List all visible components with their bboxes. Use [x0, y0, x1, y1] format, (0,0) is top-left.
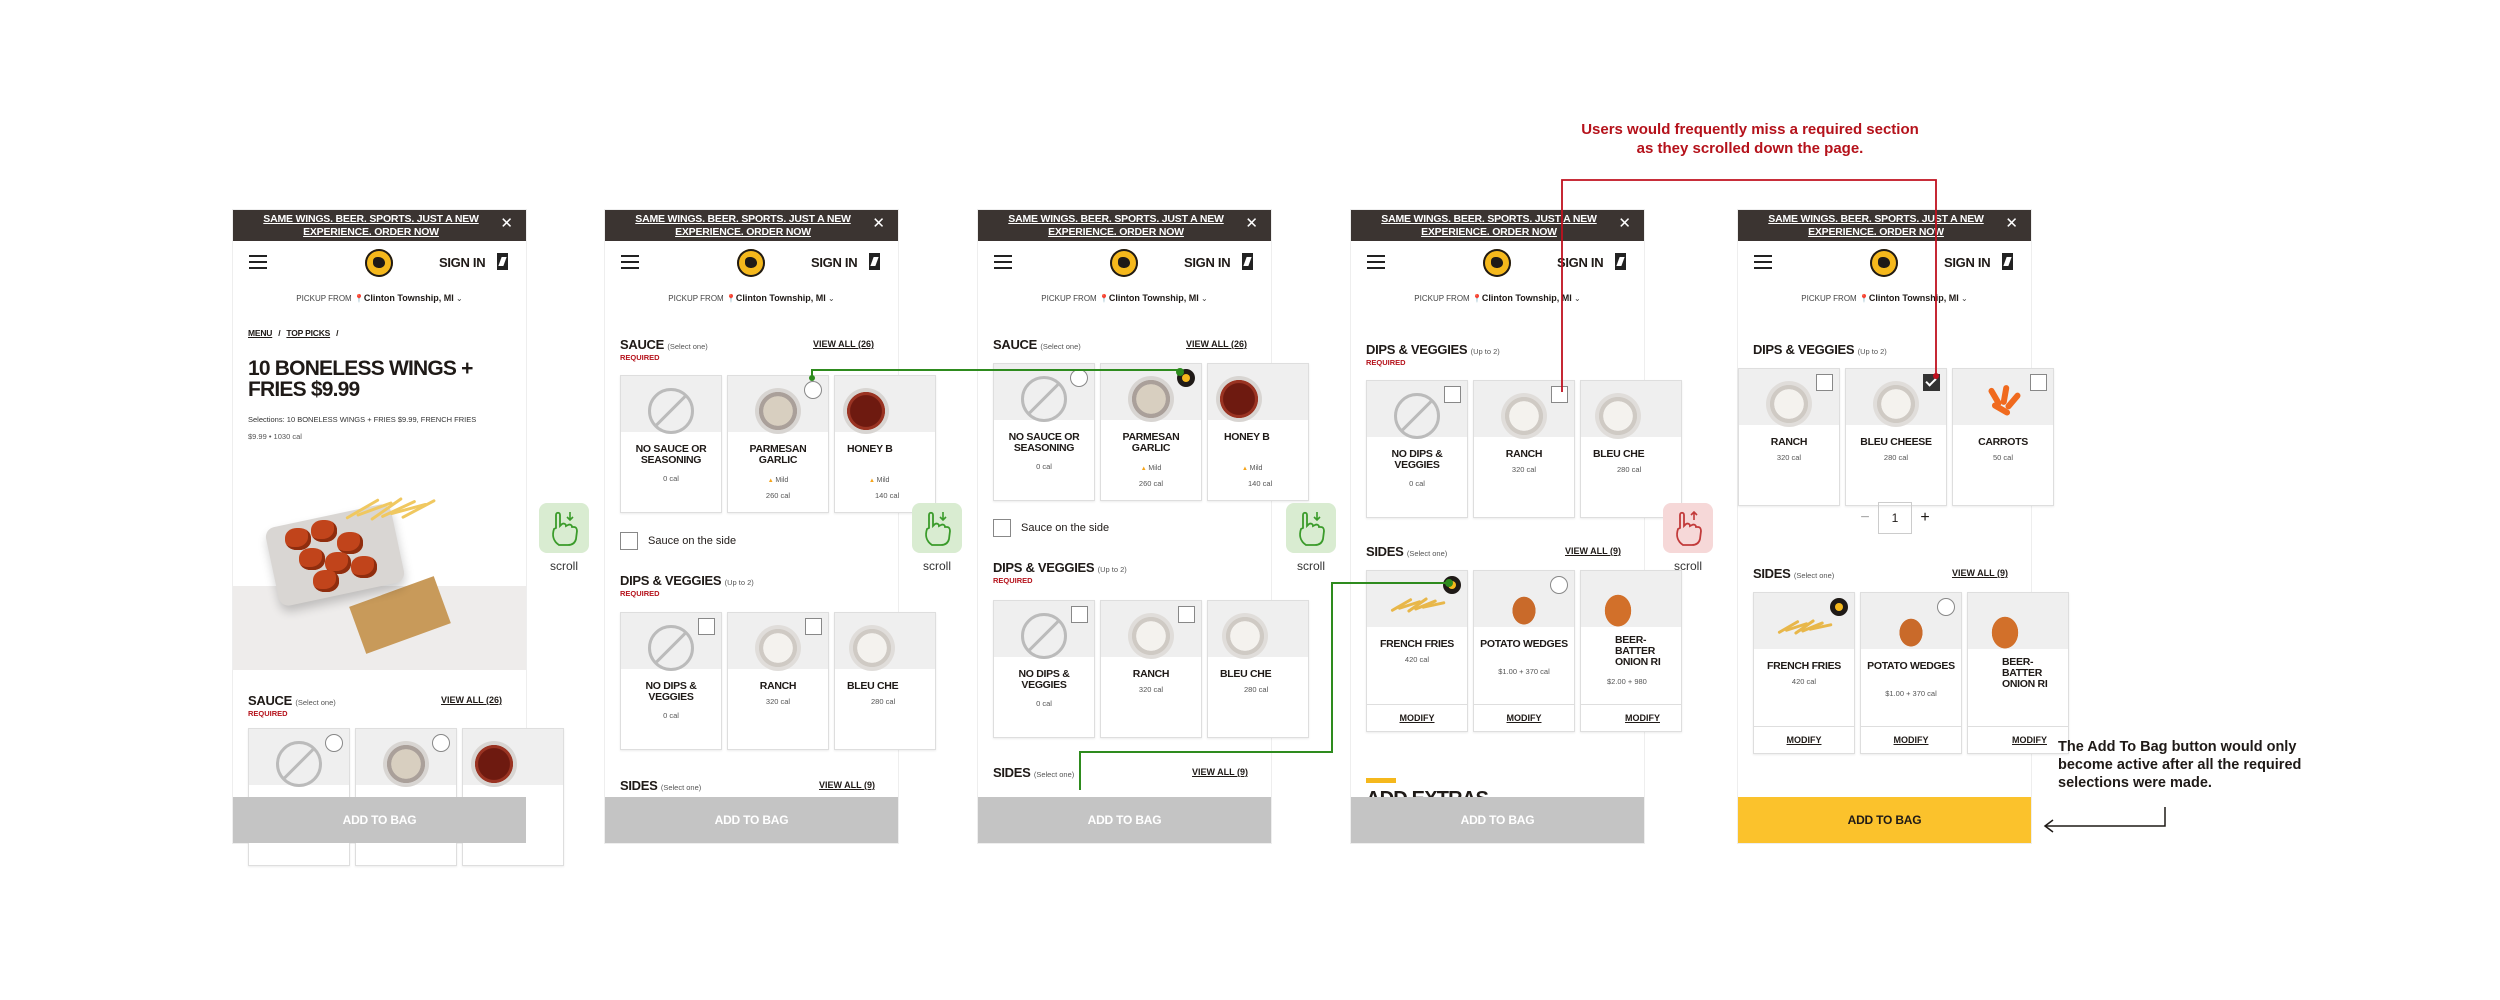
no-selection-icon	[276, 741, 322, 787]
checkbox[interactable]	[1178, 606, 1195, 623]
card-name: FRENCH FRIES	[1380, 638, 1454, 650]
location-name: Clinton Township, MI	[363, 293, 454, 303]
heat-level: ▲ Mild	[728, 477, 828, 484]
hamburger-icon[interactable]	[1367, 255, 1385, 269]
promo-text[interactable]: SAME WINGS. BEER. SPORTS. JUST A NEW EXPERIENCE. ORDER NOW	[1008, 213, 1224, 238]
bag-icon[interactable]	[497, 253, 508, 270]
sauce-on-side-checkbox[interactable]: Sauce on the side	[993, 519, 1109, 537]
pickup-label: PICKUP FROM	[1414, 294, 1470, 303]
pickup-location[interactable]	[978, 293, 1271, 303]
annotation-missed-section: Users would frequently miss a required section as they scrolled down the page.	[1581, 121, 1919, 157]
sign-in-link[interactable]: SIGN IN	[439, 255, 486, 270]
required-label: REQUIRED	[248, 709, 288, 718]
hamburger-icon[interactable]	[994, 255, 1012, 269]
radio-button-selected[interactable]	[1177, 369, 1195, 387]
location-name: Clinton Township, MI	[1108, 293, 1199, 303]
plus-button[interactable]: +	[1920, 509, 1930, 526]
view-all-sides-link[interactable]: VIEW ALL (9)	[1565, 546, 1621, 556]
checkbox[interactable]	[1551, 386, 1568, 403]
bag-icon[interactable]	[2002, 253, 2013, 270]
modify-link[interactable]: MODIFY	[1474, 704, 1574, 731]
location-pin-icon: 📍	[725, 294, 736, 303]
no-selection-icon	[1394, 393, 1440, 439]
card-name: NO SAUCE OR SEASONING	[635, 443, 707, 466]
card-name: POTATO WEDGES	[1480, 638, 1568, 650]
view-all-sauces-link[interactable]: VIEW ALL (26)	[813, 339, 875, 349]
add-to-bag-button[interactable]: ADD TO BAG	[1738, 797, 2031, 843]
view-all-sauces-link[interactable]: VIEW ALL (26)	[441, 695, 503, 705]
modify-link[interactable]: MODIFY	[1754, 726, 1854, 753]
card-cal: 50 cal	[1992, 453, 2013, 462]
required-label: REQUIRED	[620, 353, 660, 362]
pickup-location[interactable]	[233, 293, 526, 303]
card-name: BEER- BATTER ONION RI	[2002, 656, 2048, 690]
side-card-onion-rings[interactable]	[1967, 592, 2069, 754]
product-image	[233, 460, 526, 670]
add-to-bag-button[interactable]: ADD TO BAG	[233, 797, 526, 843]
card-cal: 280 cal	[1883, 453, 1909, 462]
dip-card-ranch[interactable]	[1473, 380, 1575, 518]
add-to-bag-button[interactable]: ADD TO BAG	[1351, 797, 1644, 843]
scroll-label: scroll	[1297, 559, 1326, 573]
card-cal: 280 cal	[1244, 685, 1269, 694]
arrow-head	[2045, 820, 2053, 832]
promo-text[interactable]: SAME WINGS. BEER. SPORTS. JUST A NEW EXPERIENCE. ORDER NOW	[1768, 213, 1984, 238]
pickup-location[interactable]	[605, 293, 898, 303]
card-cal: 140 cal	[1248, 479, 1273, 488]
scroll-down-hand-icon	[912, 503, 962, 553]
screen-1	[233, 210, 526, 843]
annotation-add-to-bag: The Add To Bag button would only become active after all the required selections were made.	[2058, 739, 2302, 791]
top-nav	[978, 241, 1271, 283]
scroll-down-hand-icon	[1286, 503, 1336, 553]
bag-icon[interactable]	[1615, 253, 1626, 270]
view-all-sides-link[interactable]: VIEW ALL (9)	[1952, 568, 2008, 578]
side-card-french-fries[interactable]	[1366, 570, 1468, 732]
side-card-onion-rings[interactable]	[1580, 570, 1682, 732]
section-title-sides: SIDES (Select one)	[1753, 566, 1835, 581]
promo-banner[interactable]	[1738, 210, 2031, 241]
product-price-cal: $9.99 • 1030 cal	[248, 432, 302, 441]
hamburger-icon[interactable]	[249, 255, 267, 269]
promo-banner[interactable]	[978, 210, 1271, 241]
card-name: NO DIPS & VEGGIES	[1391, 448, 1443, 471]
modify-link[interactable]: MODIFY	[1581, 704, 1681, 731]
logo-icon[interactable]	[1483, 249, 1511, 277]
logo-icon[interactable]	[1110, 249, 1138, 277]
annotation-arrow	[2045, 807, 2165, 826]
bag-icon[interactable]	[1242, 253, 1253, 270]
scroll-label: scroll	[923, 559, 952, 573]
card-cal: 0 cal	[663, 711, 679, 720]
section-title-sauce: SAUCE (Select one)	[248, 693, 336, 708]
card-cal: 320 cal	[1138, 685, 1164, 694]
breadcrumb-top-picks[interactable]: TOP PICKS	[286, 328, 331, 338]
dip-card-none[interactable]	[620, 612, 722, 750]
dip-card-none[interactable]	[1366, 380, 1468, 518]
card-cal: $2.00 + 980	[1607, 677, 1647, 686]
card-name: BLEU CHE	[1220, 668, 1272, 680]
dip-card-bleu-cheese[interactable]	[834, 612, 936, 750]
radio-button[interactable]	[1070, 369, 1088, 387]
sign-in-link[interactable]: SIGN IN	[811, 255, 858, 270]
card-cal: $1.00 + 370 cal	[1498, 667, 1550, 676]
pickup-label: PICKUP FROM	[296, 294, 352, 303]
breadcrumb-separator: /	[336, 328, 339, 338]
card-name: FRENCH FRIES	[1767, 660, 1841, 672]
modify-link[interactable]: MODIFY	[1367, 704, 1467, 731]
sauce-card-parmesan[interactable]	[727, 375, 829, 513]
location-name: Clinton Township, MI	[1868, 293, 1959, 303]
close-icon[interactable]: ✕	[2005, 215, 2018, 232]
heat-level: ▲ Mild	[835, 477, 935, 484]
required-label: REQUIRED	[620, 589, 660, 598]
checkbox[interactable]	[2030, 374, 2047, 391]
section-title-sides: SIDES (Select one)	[1366, 544, 1448, 559]
hamburger-icon[interactable]	[1754, 255, 1772, 269]
sauce-card-parmesan[interactable]	[1100, 363, 1202, 501]
pickup-label: PICKUP FROM	[1041, 294, 1097, 303]
quantity-value[interactable]: 1	[1878, 502, 1912, 534]
section-title-dips: DIPS & VEGGIES (Up to 2)	[993, 560, 1127, 575]
hamburger-icon[interactable]	[621, 255, 639, 269]
chevron-down-icon: ⌄	[455, 294, 463, 303]
card-cal: 0 cal	[1036, 462, 1052, 471]
dip-card-bleu-cheese[interactable]	[1207, 600, 1309, 738]
add-to-bag-button[interactable]: ADD TO BAG	[605, 797, 898, 843]
section-title-sides: SIDES (Select one)	[620, 778, 702, 793]
promo-banner[interactable]	[233, 210, 526, 241]
dip-card-bleu-cheese[interactable]	[1845, 368, 1947, 506]
required-label: REQUIRED	[1366, 358, 1406, 367]
card-cal: 320 cal	[1511, 465, 1537, 474]
dip-card-ranch[interactable]	[727, 612, 829, 750]
sauce-card-honey[interactable]	[1207, 363, 1309, 501]
card-cal: 140 cal	[875, 491, 900, 500]
dip-card-ranch[interactable]	[1100, 600, 1202, 738]
extras-accent-bar	[1366, 778, 1396, 783]
section-title-dips: DIPS & VEGGIES (Up to 2)	[620, 573, 754, 588]
sign-in-link[interactable]: SIGN IN	[1184, 255, 1231, 270]
card-cal: 320 cal	[765, 697, 791, 706]
sauce-card-honey[interactable]	[834, 375, 936, 513]
no-selection-icon	[1021, 613, 1067, 659]
bag-icon[interactable]	[869, 253, 880, 270]
promo-banner[interactable]	[1351, 210, 1644, 241]
card-name: RANCH	[1505, 448, 1543, 460]
product-selections: Selections: 10 BONELESS WINGS + FRIES $9.99, FRENCH FRIES	[248, 415, 477, 424]
card-name: NO DIPS & VEGGIES	[645, 680, 697, 703]
location-pin-icon: 📍	[1858, 294, 1869, 303]
card-name: PARMESAN GARLIC	[749, 443, 807, 466]
logo-icon[interactable]	[1870, 249, 1898, 277]
logo-icon[interactable]	[737, 249, 765, 277]
card-cal: 420 cal	[1791, 677, 1817, 686]
add-to-bag-button[interactable]: ADD TO BAG	[978, 797, 1271, 843]
card-name: NO DIPS & VEGGIES	[1018, 668, 1070, 691]
view-all-sides-link[interactable]: VIEW ALL (9)	[1192, 767, 1248, 777]
card-cal: 0 cal	[663, 474, 679, 483]
card-name: HONEY B	[847, 443, 893, 455]
top-nav	[1351, 241, 1644, 283]
required-label: REQUIRED	[993, 576, 1033, 585]
top-nav	[605, 241, 898, 283]
location-pin-icon: 📍	[353, 294, 364, 303]
card-cal: 280 cal	[871, 697, 896, 706]
scroll-label: scroll	[550, 559, 579, 573]
sauce-card-none[interactable]	[993, 363, 1095, 501]
close-icon[interactable]: ✕	[1245, 215, 1258, 232]
card-name: CARROTS	[1978, 436, 2028, 448]
card-name: BLEU CHE	[1593, 448, 1645, 460]
checkbox[interactable]	[1816, 374, 1833, 391]
dip-card-bleu-cheese[interactable]	[1580, 380, 1682, 518]
close-icon[interactable]: ✕	[1618, 215, 1631, 232]
heat-level: ▲ Mild	[1208, 465, 1308, 472]
card-cal: 420 cal	[1404, 655, 1430, 664]
radio-button[interactable]	[804, 381, 822, 399]
promo-text[interactable]: SAME WINGS. BEER. SPORTS. JUST A NEW EXPERIENCE. ORDER NOW	[635, 213, 851, 238]
location-name: Clinton Township, MI	[1481, 293, 1572, 303]
checkbox[interactable]	[1071, 606, 1088, 623]
card-cal: 280 cal	[1617, 465, 1642, 474]
chevron-down-icon: ⌄	[1960, 294, 1968, 303]
checkbox[interactable]	[1444, 386, 1461, 403]
side-card-potato-wedges[interactable]	[1473, 570, 1575, 732]
screen-4	[1351, 210, 1661, 843]
top-nav	[233, 241, 526, 283]
breadcrumb	[248, 328, 344, 338]
pickup-label: PICKUP FROM	[668, 294, 724, 303]
card-cal: 0 cal	[1036, 699, 1052, 708]
pickup-label: PICKUP FROM	[1801, 294, 1857, 303]
radio-button[interactable]	[1937, 598, 1955, 616]
screen-2	[605, 210, 898, 843]
radio-button[interactable]	[325, 734, 343, 752]
location-pin-icon: 📍	[1471, 294, 1482, 303]
card-name: BLEU CHE	[847, 680, 899, 692]
section-title-sauce: SAUCE (Select one)	[620, 337, 708, 352]
close-icon[interactable]: ✕	[872, 215, 885, 232]
card-cal: 320 cal	[1776, 453, 1802, 462]
dip-card-none[interactable]	[993, 600, 1095, 738]
view-all-sides-link[interactable]: VIEW ALL (9)	[819, 780, 875, 790]
section-title-sides: SIDES (Select one)	[993, 765, 1075, 780]
location-pin-icon: 📍	[1098, 294, 1109, 303]
card-name: PARMESAN GARLIC	[1122, 431, 1180, 454]
card-cal: $1.00 + 370 cal	[1885, 689, 1937, 698]
dip-card-carrots[interactable]	[1952, 368, 2054, 506]
breadcrumb-menu[interactable]: MENU	[248, 328, 273, 338]
card-name: RANCH	[759, 680, 797, 692]
card-cal: 260 cal	[1138, 479, 1164, 488]
scroll-down-hand-icon	[539, 503, 589, 553]
scroll-label: scroll	[1674, 559, 1703, 573]
radio-button[interactable]	[1550, 576, 1568, 594]
scroll-up-hand-icon	[1663, 503, 1713, 553]
card-name: POTATO WEDGES	[1867, 660, 1955, 672]
promo-text[interactable]: SAME WINGS. BEER. SPORTS. JUST A NEW EXPERIENCE. ORDER NOW	[263, 213, 479, 238]
modify-link[interactable]: MODIFY	[1861, 726, 1961, 753]
no-selection-icon	[648, 388, 694, 434]
quantity-stepper[interactable]	[1852, 502, 1938, 534]
card-name: RANCH	[1132, 668, 1170, 680]
card-name: BLEU CHEESE	[1860, 436, 1932, 448]
section-title-dips: DIPS & VEGGIES (Up to 2)	[1366, 342, 1500, 357]
heat-level: ▲ Mild	[1101, 465, 1201, 472]
screen-5	[1738, 210, 2048, 843]
promo-text[interactable]: SAME WINGS. BEER. SPORTS. JUST A NEW EXPERIENCE. ORDER NOW	[1381, 213, 1597, 238]
side-card-french-fries[interactable]	[1753, 592, 1855, 754]
close-icon[interactable]: ✕	[500, 215, 513, 232]
checkbox[interactable]	[698, 618, 715, 635]
promo-banner[interactable]	[605, 210, 898, 241]
sign-in-link[interactable]: SIGN IN	[1557, 255, 1604, 270]
checkmark-icon[interactable]	[1923, 374, 1940, 391]
card-cal: 0 cal	[1409, 479, 1425, 488]
chevron-down-icon: ⌄	[1200, 294, 1208, 303]
chevron-down-icon: ⌄	[827, 294, 835, 303]
card-cal: 260 cal	[765, 491, 791, 500]
card-name: RANCH	[1770, 436, 1808, 448]
sauce-on-side-checkbox[interactable]: Sauce on the side	[620, 532, 736, 550]
breadcrumb-separator: /	[278, 328, 281, 338]
sauce-card-none[interactable]	[620, 375, 722, 513]
checkbox[interactable]	[805, 618, 822, 635]
sign-in-link[interactable]: SIGN IN	[1944, 255, 1991, 270]
pickup-location[interactable]	[1351, 293, 1644, 303]
page-title: 10 BONELESS WINGS + FRIES $9.99	[248, 357, 473, 401]
modify-link[interactable]: MODIFY	[1968, 726, 2068, 753]
location-name: Clinton Township, MI	[735, 293, 826, 303]
view-all-sauces-link[interactable]: VIEW ALL (26)	[1186, 339, 1248, 349]
top-nav	[1738, 241, 2031, 283]
pickup-location[interactable]	[1738, 293, 2031, 303]
no-selection-icon	[1021, 376, 1067, 422]
card-name: HONEY B	[1224, 431, 1270, 443]
radio-button-selected[interactable]	[1830, 598, 1848, 616]
section-title-dips: DIPS & VEGGIES (Up to 2)	[1753, 342, 1887, 357]
card-name: BEER- BATTER ONION RI	[1615, 634, 1661, 668]
radio-button-selected[interactable]	[1443, 576, 1461, 594]
section-title-sauce: SAUCE (Select one)	[993, 337, 1081, 352]
side-card-potato-wedges[interactable]	[1860, 592, 1962, 754]
no-selection-icon	[648, 625, 694, 671]
screen-3	[978, 210, 1271, 843]
chevron-down-icon: ⌄	[1573, 294, 1581, 303]
logo-icon[interactable]	[365, 249, 393, 277]
dip-card-ranch[interactable]	[1738, 368, 1840, 506]
card-name: NO SAUCE OR SEASONING	[1008, 431, 1080, 454]
minus-button[interactable]: −	[1860, 509, 1870, 526]
radio-button[interactable]	[432, 734, 450, 752]
